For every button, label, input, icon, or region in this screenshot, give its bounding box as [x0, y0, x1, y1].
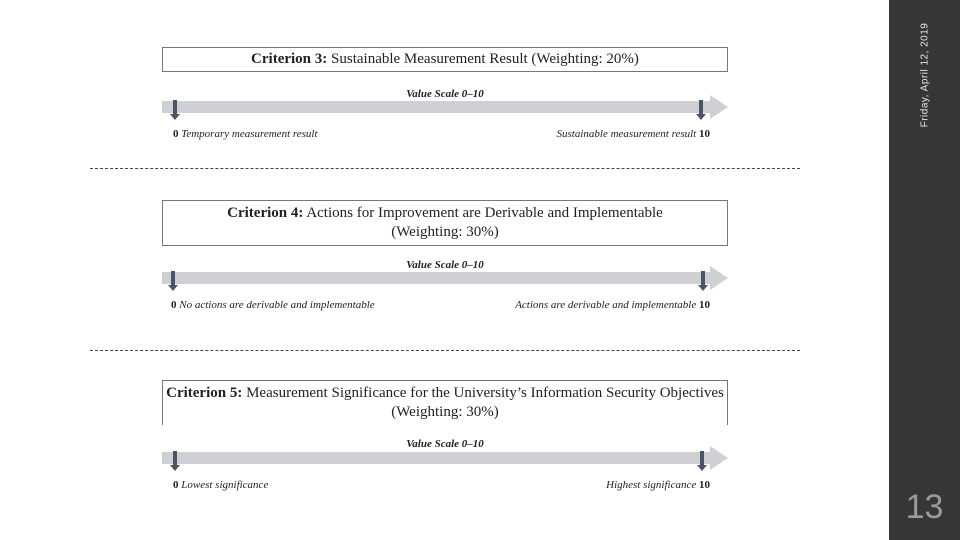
min-label: 0 Temporary measurement result: [173, 128, 318, 140]
criterion-title: Sustainable Measurement Result (Weighting: 20%): [331, 51, 639, 67]
min-label: 0 No actions are derivable and implementable: [171, 299, 375, 311]
criterion-weighting: (Weighting: 30%): [391, 224, 499, 240]
min-label: 0 Lowest significance: [173, 479, 269, 491]
max-label: Highest significance 10: [606, 479, 710, 491]
criterion-weighting: (Weighting: 30%): [391, 404, 499, 420]
criterion-title: Actions for Improvement are Derivable and Implementable: [306, 205, 663, 221]
scale-title: Value Scale 0–10: [406, 438, 484, 450]
arrow-head-icon: [710, 266, 728, 290]
divider: [90, 350, 800, 351]
criterion-title: Measurement Significance for the University’s Information Security Objectives: [246, 385, 724, 401]
criterion-label: Criterion 4:: [227, 205, 304, 221]
max-label: Actions are derivable and implementable 10: [515, 299, 710, 311]
max-marker-arrow-icon: [699, 100, 703, 114]
scale-bar: [162, 272, 712, 284]
scale-title: Value Scale 0–10: [406, 88, 484, 100]
max-marker-arrow-icon: [701, 271, 705, 285]
min-marker-arrow-icon: [173, 451, 177, 465]
criterion-label: Criterion 3:: [251, 51, 328, 67]
arrow-head-icon: [710, 446, 728, 470]
min-marker-arrow-icon: [173, 100, 177, 114]
arrow-head-icon: [710, 95, 728, 119]
scale-bar: [162, 452, 712, 464]
divider: [90, 168, 800, 169]
page-number: 13: [905, 488, 944, 526]
criterion-title-box: [162, 47, 728, 72]
max-label: Sustainable measurement result 10: [556, 128, 710, 140]
scale-title: Value Scale 0–10: [406, 259, 484, 271]
min-marker-arrow-icon: [171, 271, 175, 285]
criterion-label: Criterion 5:: [166, 385, 243, 401]
max-marker-arrow-icon: [700, 451, 704, 465]
criterion-title-box: [162, 200, 728, 246]
criterion-title-box: [162, 380, 728, 425]
scale-bar: [162, 101, 712, 113]
slide-date: Friday, April 12, 2019: [919, 22, 931, 128]
